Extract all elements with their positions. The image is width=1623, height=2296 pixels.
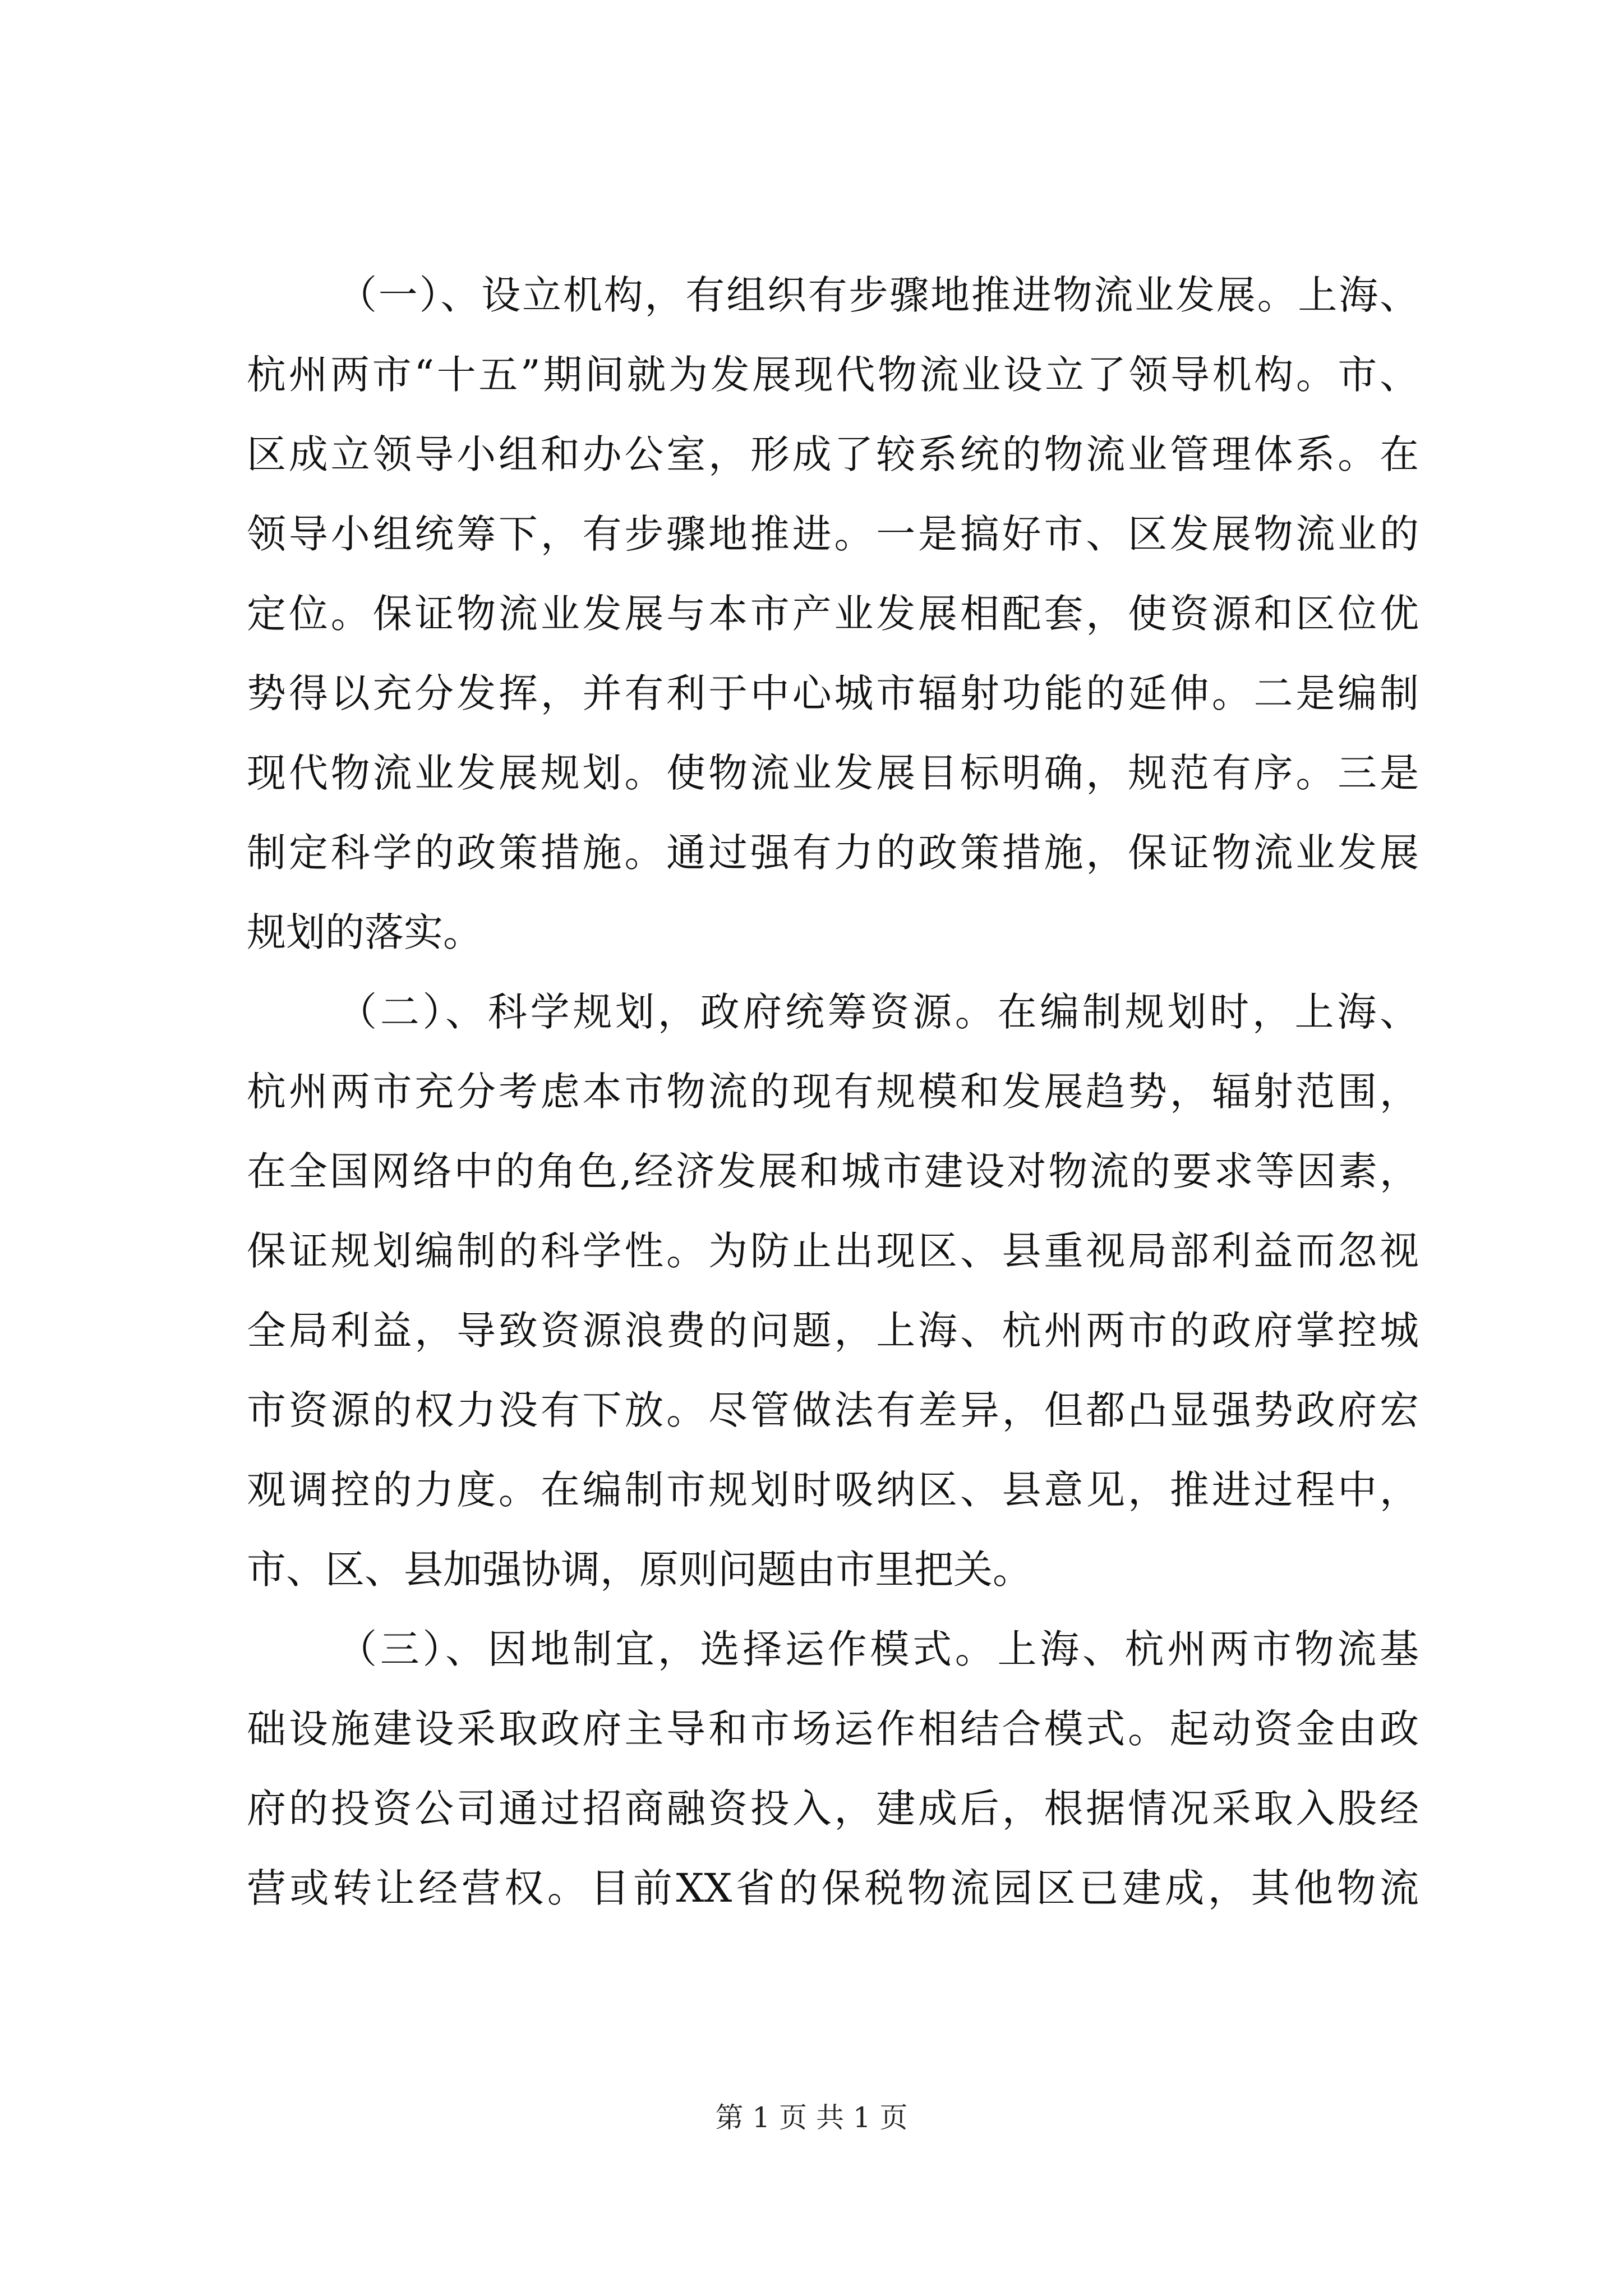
document-body (247, 255, 1419, 1928)
text-line: 全局利益，导致资源浪费的问题，上海、杭州两市的政府掌控城 (247, 1308, 1419, 1354)
text-line: 础设施建设采取政府主导和市场运作相结合模式。起动资金由政 (247, 1706, 1419, 1752)
text-line: 府的投资公司通过招商融资投入，建成后，根据情况采取入股经 (247, 1786, 1419, 1832)
page-footer: 第 1 页 共 1 页 (715, 2101, 908, 2134)
text-line: （三）、因地制宜，选择运作模式。上海、杭州两市物流基 (338, 1626, 1419, 1672)
text-line: 杭州两市充分考虑本市物流的现有规模和发展趋势，辐射范围， (247, 1069, 1419, 1115)
text-line: 区成立领导小组和办公室，形成了较系统的物流业管理体系。在 (247, 431, 1419, 477)
text-line: 营或转让经营权。目前XX省的保税物流园区已建成，其他物流 (247, 1865, 1419, 1911)
text-line: 领导小组统筹下，有步骤地推进。一是搞好市、区发展物流业的 (247, 511, 1419, 557)
text-line: 保证规划编制的科学性。为防止出现区、县重视局部利益而忽视 (247, 1228, 1419, 1274)
paragraph-2 (247, 972, 1419, 1609)
text-line: 市资源的权力没有下放。尽管做法有差异，但都凸显强势政府宏 (247, 1387, 1419, 1433)
paragraph-1 (247, 255, 1419, 972)
text-line: （一）、设立机构，有组织有步骤地推进物流业发展。上海、 (338, 272, 1419, 318)
text-line: 在全国网络中的角色,经济发展和城市建设对物流的要求等因素， (247, 1148, 1419, 1194)
text-line: 现代物流业发展规划。使物流业发展目标明确，规范有序。三是 (247, 750, 1419, 796)
text-line: 制定科学的政策措施。通过强有力的政策措施，保证物流业发展 (247, 830, 1419, 876)
text-line: 杭州两市“十五”期间就为发展现代物流业设立了领导机构。市、 (247, 352, 1419, 398)
text-line: 势得以充分发挥，并有利于中心城市辐射功能的延伸。二是编制 (247, 670, 1419, 716)
text-line: （二）、科学规划，政府统筹资源。在编制规划时，上海、 (338, 989, 1419, 1035)
text-line: 规划的落实。 (247, 909, 482, 955)
paragraph-3 (247, 1609, 1419, 1928)
text-line: 市、区、县加强协调，原则问题由市里把关。 (247, 1547, 1032, 1593)
text-line: 定位。保证物流业发展与本市产业发展相配套，使资源和区位优 (247, 591, 1419, 637)
text-line: 观调控的力度。在编制市规划时吸纳区、县意见，推进过程中， (247, 1467, 1419, 1513)
